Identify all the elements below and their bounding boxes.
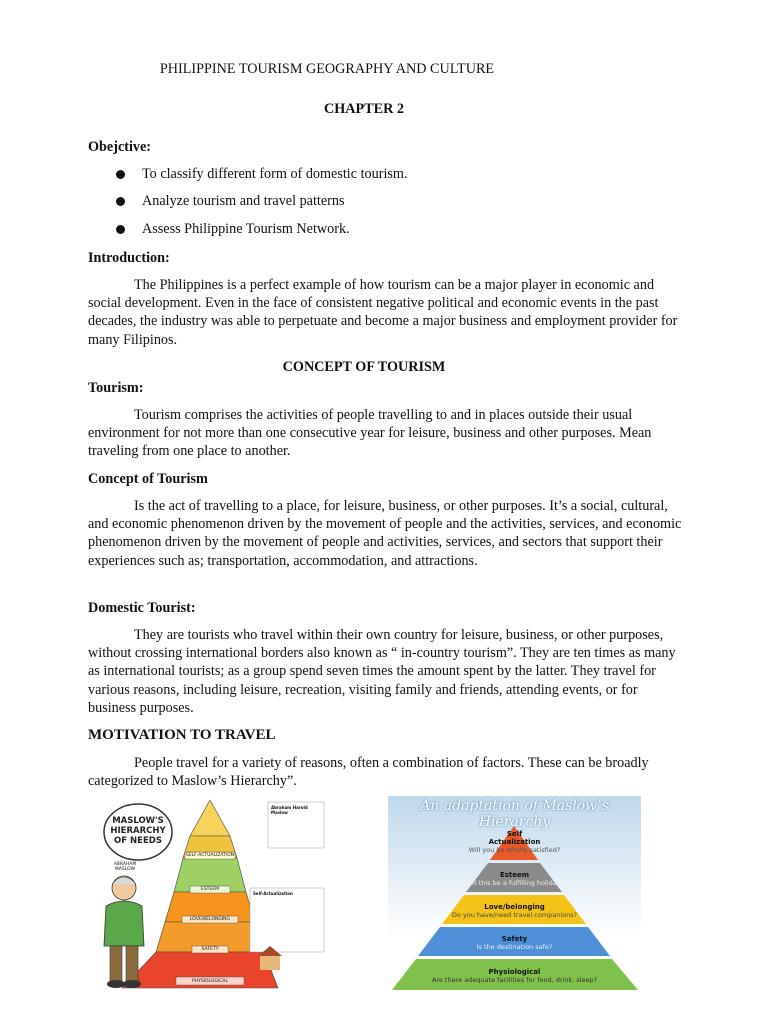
level-label: LOVE/BELONGING [189, 917, 231, 922]
objective-item: Assess Philippine Tourism Network. [142, 221, 350, 237]
motivation-heading: MOTIVATION TO TRAVEL [88, 727, 276, 743]
tourism-heading: Tourism: [88, 380, 144, 396]
adaptation-title: An adaptation of Maslow’s Hierarchy [420, 798, 609, 830]
bullet-icon [116, 197, 125, 206]
objective-item: To classify different form of domestic tourism. [142, 166, 408, 182]
adaptation-level: Safety Is the destination safe? [476, 935, 553, 951]
bullet-icon [116, 225, 125, 234]
motivation-paragraph: People travel for a variety of reasons, often a combination of factors. These can be broadly categorized to Maslow’s Hierarchy”. [88, 755, 649, 790]
document-title: PHILIPPINE TOURISM GEOGRAPHY AND CULTURE [159, 61, 495, 77]
concept-heading: CONCEPT OF TOURISM [282, 359, 446, 375]
domestic-heading: Domestic Tourist: [88, 600, 196, 616]
level-label: PHYSIOLOGICAL [191, 979, 228, 984]
level-label: SELF-ACTUALIZATION [185, 853, 235, 858]
level-label: ESTEEM [200, 887, 220, 892]
tourism-paragraph: Tourism comprises the activities of people travelling to and in places outside their usual environment for not more than one consecutive year for leisure, business and other purposes. Mean traveling from one place to another. [88, 407, 652, 460]
introduction-paragraph: The Philippines is a perfect example of how tourism can be a major player in economic and social development. Even in the face of consistent negative political and economic events in the past decades, the industry was able to perpetuate and become a major business and employment provider for many Filipinos. [88, 277, 678, 348]
concept-paragraph: Is the act of travelling to a place, for leisure, business, or other purposes. It’s a social, cultural, and economic phenomenon driven by the movement of people and the activities, services, and economic phenomenon driven by the movement of people and activities, services, and sectors that support their experiences such as; transportation, accommodation, and attractions. [88, 498, 682, 569]
domestic-paragraph: They are tourists who travel within their own country for leisure, business, or other purposes, without crossing international borders also known as “ in-country tourism”. They are ten times as many as international tourists; as a group spend seven times the amount spent by the latter. They travel for various reasons, including leisure, recreation, visiting family and friends, attending events, or for business purposes. [88, 627, 676, 716]
concept-subheading: Concept of Tourism [88, 471, 208, 487]
chapter-heading: CHAPTER 2 [323, 101, 404, 117]
maslow-hierarchy-illustration [100, 796, 328, 994]
objective-item: Analyze tourism and travel patterns [142, 193, 345, 209]
level-label: SAFETY [201, 947, 219, 952]
adaptation-level: Self Actualization Will you be wholly satisfied? [468, 830, 561, 854]
adaptation-level: Love/belonging Do you have/need travel companions? [451, 903, 578, 919]
person-label: ABRAHAM MASLOW [113, 862, 137, 872]
bullet-icon [116, 170, 125, 179]
maslow-adaptation-figure [388, 796, 641, 997]
introduction-heading: Introduction: [88, 250, 170, 266]
self-actualization-note: Self-Actualization [253, 891, 293, 896]
bio-title: Abraham Harold Maslow [271, 805, 308, 815]
maslow-badge: MASLOW'S HIERARCHY OF NEEDS [110, 816, 166, 846]
objective-heading: Obejctive: [88, 139, 152, 155]
adaptation-level: Esteem Will this be a fulfilling holiday? [464, 871, 565, 887]
adaptation-level: Physiological Are there adequate facilities for food, drink, sleep? [431, 968, 598, 984]
